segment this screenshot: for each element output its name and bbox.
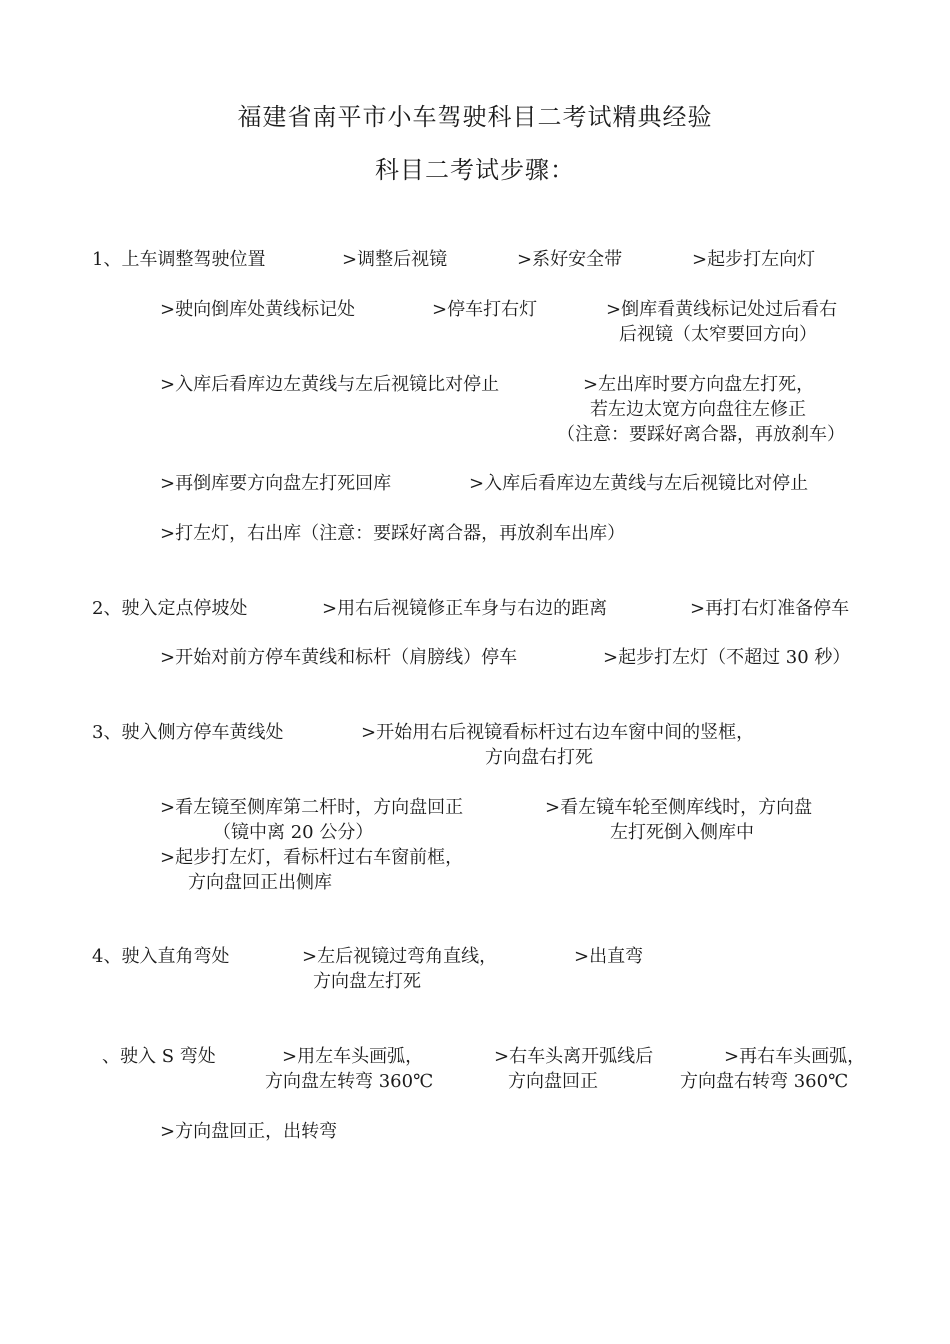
step-3-heading: 3、驶入侧方停车黄线处 — [92, 722, 284, 743]
step-4-mirror-line-cont: 方向盘左打死 — [313, 971, 421, 992]
step-5-left-arc-cont: 方向盘左转弯 360℃ — [265, 1071, 434, 1092]
step-3-wheel-line-cont: 左打死倒入侧库中 — [610, 822, 754, 843]
step-1-exit-right: >打左灯，右出库（注意：要踩好离合器，再放刹车出库） — [160, 523, 626, 544]
step-3-wheel-line: >看左镜车轮至侧库线时，方向盘 — [545, 797, 813, 818]
step-4-exit: >出直弯 — [574, 946, 644, 967]
step-1-heading: 1、上车调整驾驶位置 — [92, 249, 266, 270]
step-5-leave-arc-cont: 方向盘回正 — [508, 1071, 598, 1092]
step-2-stop-at-line: >开始对前方停车黄线和标杆（肩膀线）停车 — [160, 647, 518, 668]
step-5-leave-arc: >右车头离开弧线后 — [494, 1046, 654, 1067]
step-4-heading: 4、驶入直角弯处 — [92, 946, 230, 967]
step-1-drive-to-mark: >驶向倒库处黄线标记处 — [160, 299, 356, 320]
page-title: 福建省南平市小车驾驶科目二考试精典经验 — [237, 103, 713, 131]
step-1-reverse-check-cont: 后视镜（太窄要回方向） — [619, 324, 817, 345]
step-5-heading: 、驶入 S 弯处 — [102, 1046, 216, 1067]
step-1-exit-left-note: （注意：要踩好离合器，再放刹车） — [557, 424, 845, 445]
step-1-exit-left: >左出库时要方向盘左打死， — [583, 374, 815, 395]
step-5-finish: >方向盘回正，出转弯 — [160, 1121, 338, 1142]
step-5-right-arc-cont: 方向盘右转弯 360℃ — [680, 1071, 849, 1092]
step-5-right-arc: >再右车头画弧， — [724, 1046, 866, 1067]
step-1-exit-left-cont: 若左边太宽方向盘往左修正 — [590, 399, 806, 420]
step-3-check-pole-cont: 方向盘右打死 — [485, 747, 593, 768]
step-2-start-30s: >起步打左灯（不超过 30 秒） — [603, 647, 851, 668]
step-4-mirror-line: >左后视镜过弯角直线， — [302, 946, 498, 967]
step-1-reverse-check: >倒库看黄线标记处过后看右 — [606, 299, 838, 320]
step-5-left-arc: >用左车头画弧， — [282, 1046, 424, 1067]
step-3-check-pole: >开始用右后视镜看标杆过右边车窗中间的竖框， — [361, 722, 755, 743]
step-1-seatbelt: >系好安全带 — [517, 249, 623, 270]
step-1-stop-right-signal: >停车打右灯 — [432, 299, 538, 320]
page-subtitle: 科目二考试步骤： — [375, 156, 575, 184]
step-1-left-signal: >起步打左向灯 — [692, 249, 816, 270]
step-3-exit-cont: 方向盘回正出侧库 — [188, 872, 332, 893]
step-1-reverse-again: >再倒库要方向盘左打死回库 — [160, 473, 392, 494]
step-2-correct-distance: >用右后视镜修正车身与右边的距离 — [322, 598, 608, 619]
step-1-adjust-mirror: >调整后视镜 — [342, 249, 448, 270]
step-1-enter-stop: >入库后看库边左黄线与左后视镜比对停止 — [160, 374, 500, 395]
step-3-second-pole-cont: （镜中离 20 公分） — [213, 822, 374, 843]
step-3-exit: >起步打左灯，看标杆过右车窗前框， — [160, 847, 464, 868]
step-2-heading: 2、驶入定点停坡处 — [92, 598, 248, 619]
step-1-enter-stop-again: >入库后看库边左黄线与左后视镜比对停止 — [469, 473, 809, 494]
step-2-ready-stop: >再打右灯准备停车 — [690, 598, 850, 619]
step-3-second-pole: >看左镜至侧库第二杆时，方向盘回正 — [160, 797, 464, 818]
